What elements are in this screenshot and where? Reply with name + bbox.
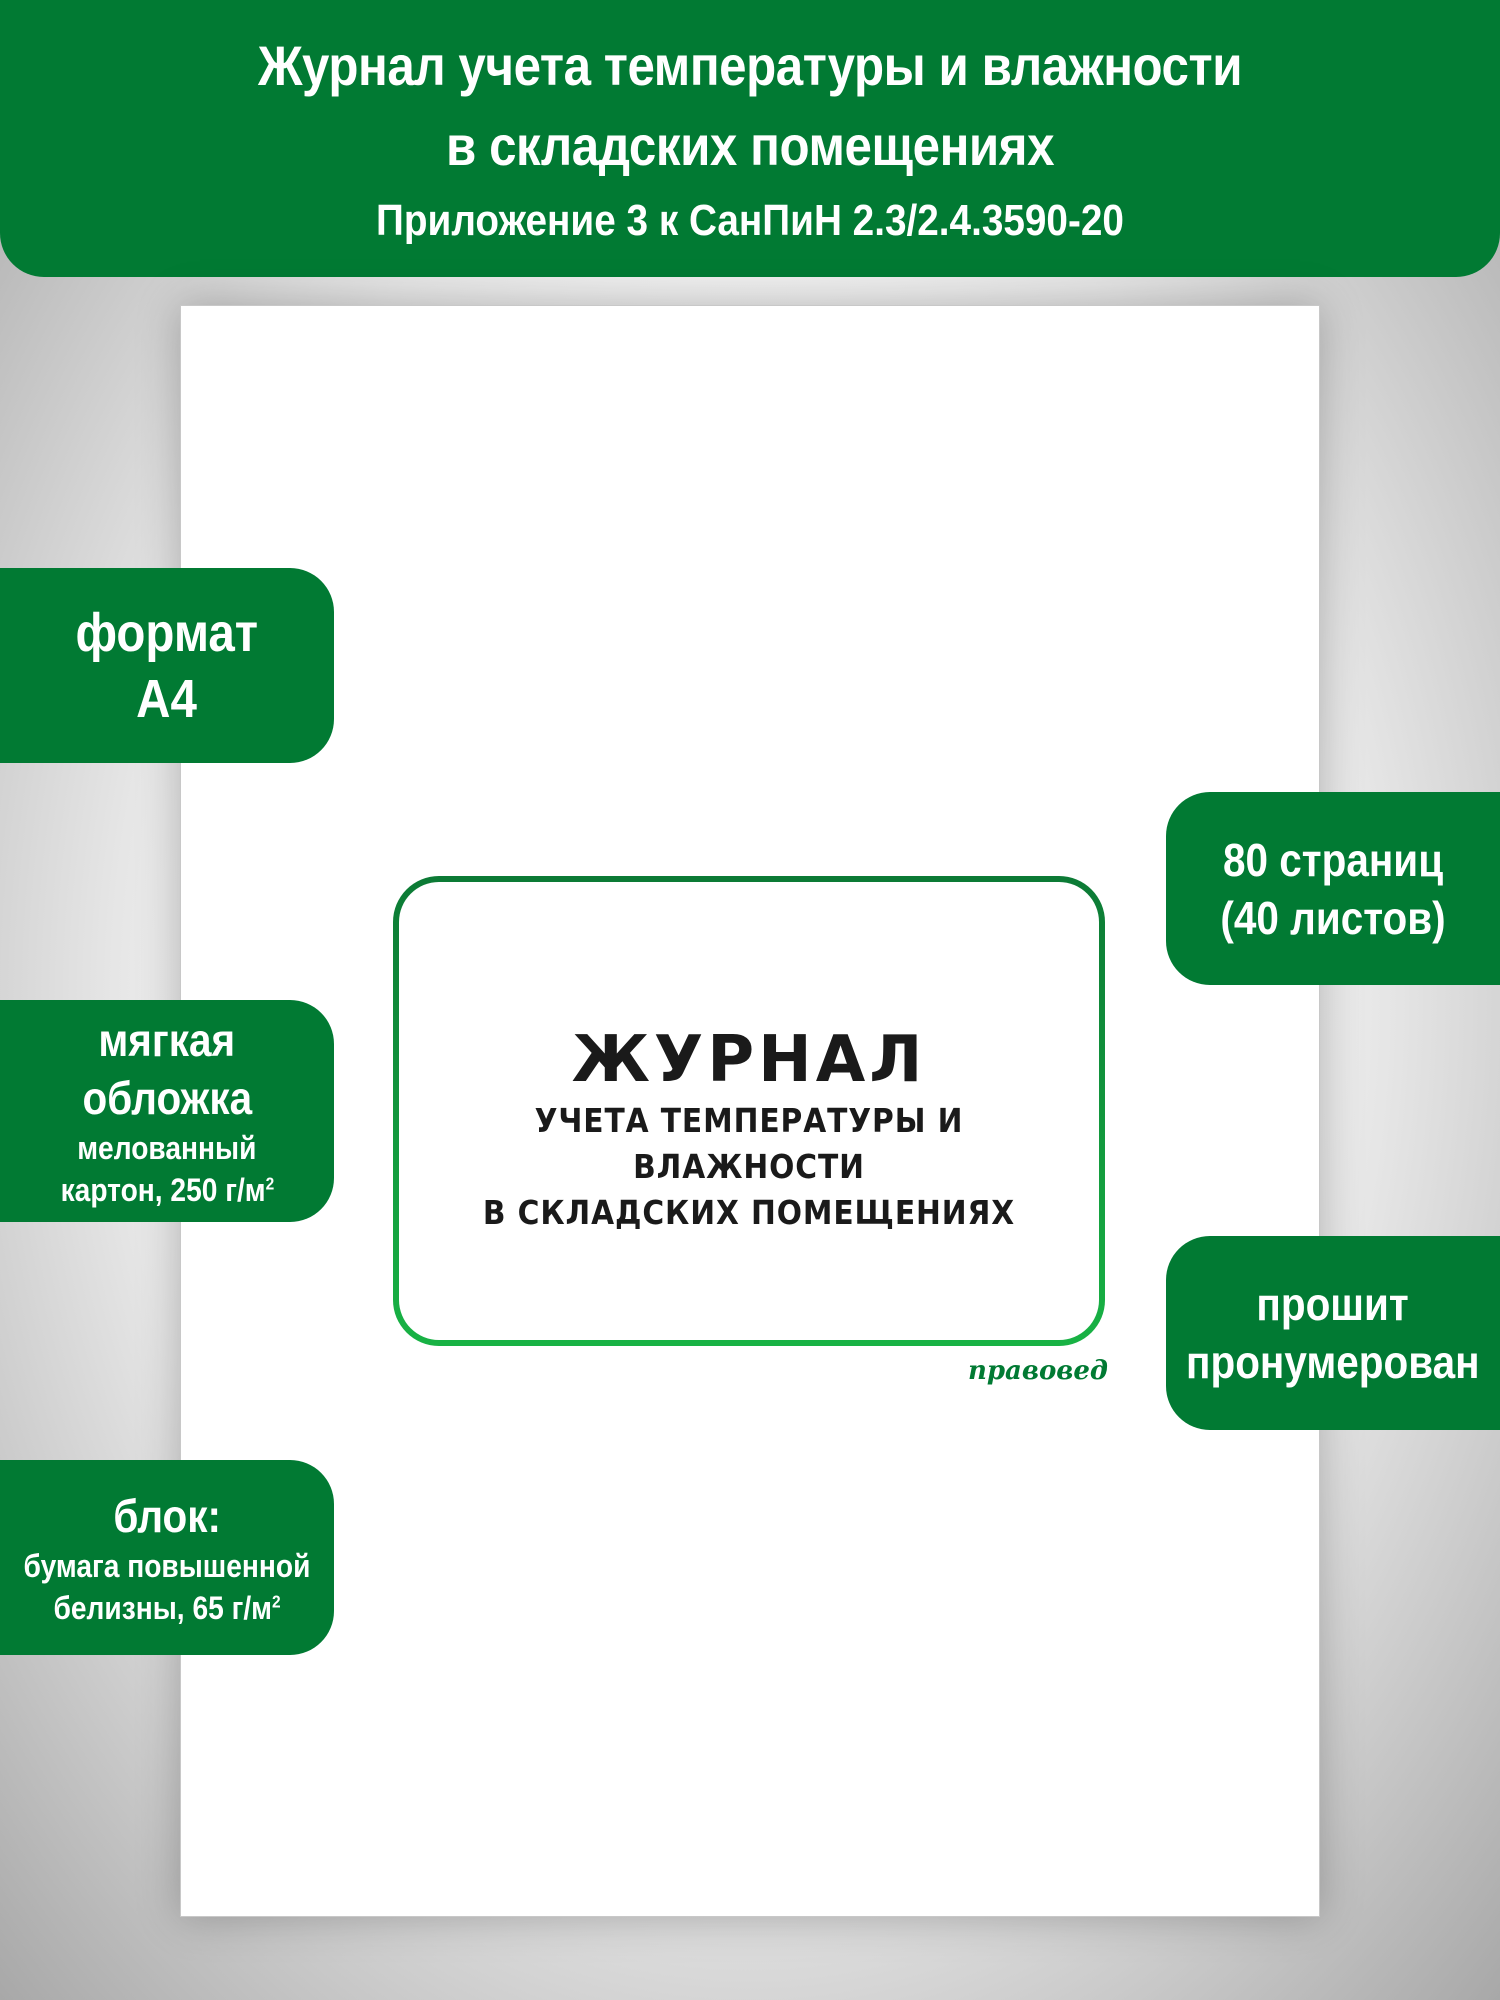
cover-title-frame — [393, 876, 1105, 1346]
page-subtitle: Приложение 3 к СанПиН 2.3/2.4.3590-20 — [376, 196, 1124, 245]
cover-type-line4 — [60, 1169, 274, 1211]
page-title-line2: в складских помещениях — [445, 114, 1055, 177]
cover-subtitle-line2: В СКЛАДСКИХ ПОМЕЩЕНИЯХ — [482, 1193, 1016, 1232]
cover-subtitle-line1: УЧЕТА ТЕМПЕРАТУРЫ И ВЛАЖНОСТИ — [534, 1101, 964, 1186]
binding-line1: прошит — [1256, 1278, 1410, 1330]
cover-type-line2: обложка — [82, 1072, 252, 1124]
block-line1: блок: — [113, 1489, 221, 1542]
format-badge-line2: А4 — [136, 668, 198, 729]
brand-logo-text: правовед — [967, 1356, 1108, 1386]
page-title-line1: Журнал учета температуры и влажности — [257, 34, 1243, 97]
format-badge-line1: формат — [75, 602, 259, 663]
block-badge — [0, 1460, 334, 1655]
pages-line1: 80 страниц — [1222, 833, 1444, 886]
cover-type-badge — [0, 1000, 334, 1222]
cover-type-line3: мелованный — [77, 1130, 257, 1166]
header-banner — [0, 0, 1500, 277]
block-line3-sup: 2 — [271, 1590, 281, 1611]
cover-title: ЖУРНАЛ — [571, 1023, 927, 1097]
cover-title-frame-inner — [399, 882, 1099, 1340]
cover-type-line4-text: картон, 250 г/м — [60, 1172, 266, 1208]
pages-badge — [1166, 792, 1500, 985]
cover-type-line4-sup: 2 — [265, 1173, 274, 1194]
format-badge — [0, 568, 334, 763]
block-line2: бумага повышенной — [23, 1547, 311, 1584]
cover-type-line1: мягкая — [98, 1014, 236, 1066]
binding-line2: пронумерован — [1186, 1336, 1480, 1388]
binding-badge — [1166, 1236, 1500, 1430]
pages-line2: (40 листов) — [1220, 891, 1446, 944]
block-line3-text: белизны, 65 г/м — [53, 1589, 272, 1626]
block-line3 — [53, 1587, 280, 1629]
